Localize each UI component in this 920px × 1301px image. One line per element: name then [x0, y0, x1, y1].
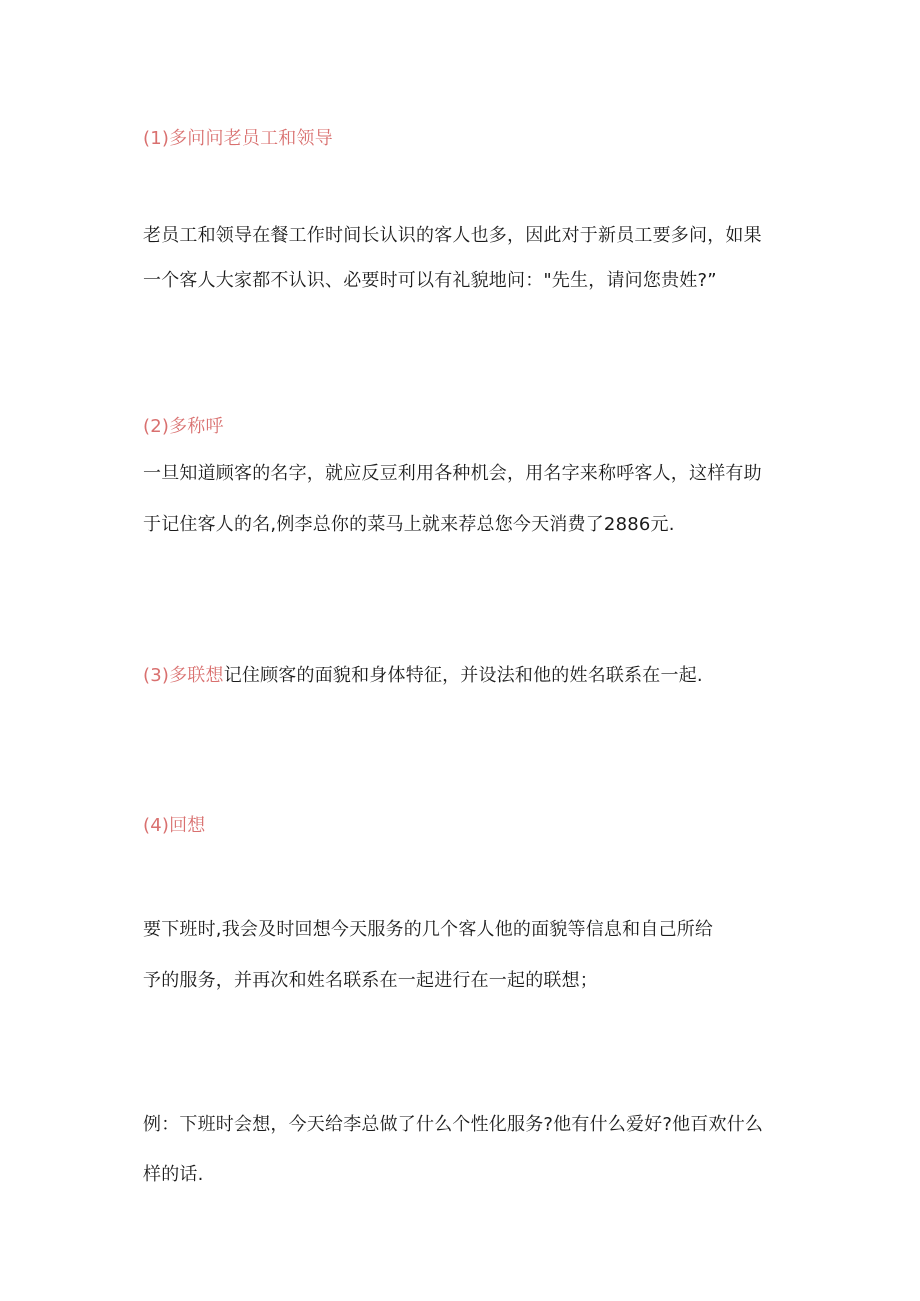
section-1-heading: (1)多问问老员工和领导 [143, 128, 333, 149]
section-1-paragraph-line-2: 一个客人大家都不认识、必要时可以有礼貌地问："先生，请问您贵姓?” [143, 270, 717, 291]
section-4-heading: (4)回想 [143, 815, 206, 836]
section-4-example-line-2: 样的话. [143, 1164, 204, 1185]
section-2-heading: (2)多称呼 [143, 416, 224, 437]
section-4-paragraph-line-1: 要下班时,我会及时回想今天服务的几个客人他的面貌等信息和自己所给 [143, 919, 714, 940]
section-3-text: 记住顾客的面貌和身体特征，并设法和他的姓名联系在一起. [223, 665, 703, 686]
section-3-heading: (3)多联想 [143, 665, 224, 686]
section-1-paragraph-line-1: 老员工和领导在餐工作时间长认识的客人也多，因此对于新员工要多问，如果 [143, 225, 762, 246]
section-2-paragraph-line-1: 一旦知道顾客的名字，就应反豆利用各种机会，用名字来称呼客人，这样有助 [143, 463, 762, 484]
section-4-paragraph-line-2: 予的服务，并再次和姓名联系在一起进行在一起的联想； [143, 970, 598, 991]
section-2-paragraph-line-2: 于记住客人的名,例李总你的菜马上就来荐总您今天消费了2886元. [143, 514, 675, 535]
section-3-line [143, 664, 703, 688]
section-4-example-line-1: 例：下班时会想，今天给李总做了什么个性化服务?他有什么爱好?他百欢什么 [143, 1114, 764, 1135]
